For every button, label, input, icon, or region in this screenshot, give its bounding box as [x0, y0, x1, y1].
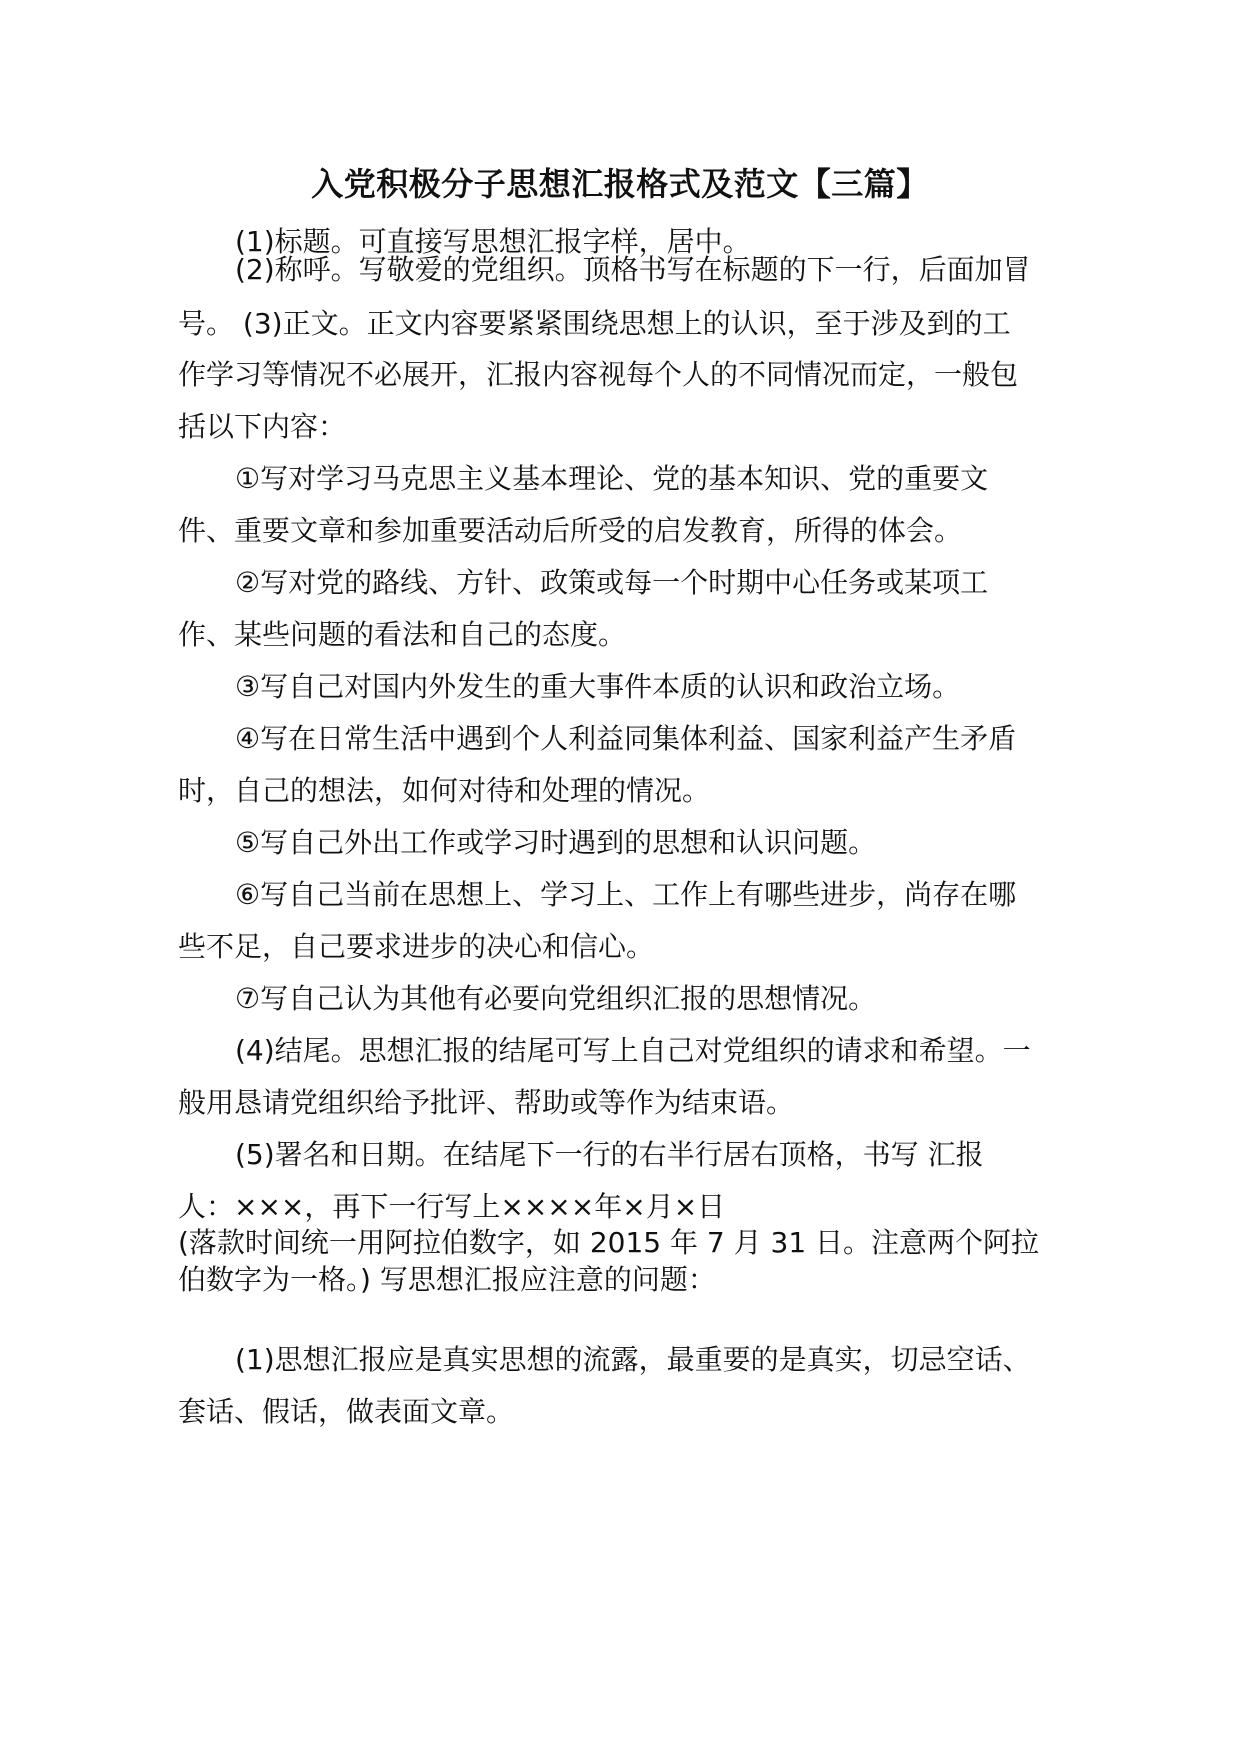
- paragraph-line: 套话、假话，做表面文章。: [178, 1395, 515, 1428]
- list-item-7: ⑦写自己认为其他有必要向党组织汇报的思想情况。: [235, 982, 877, 1015]
- list-item-5: ⑤写自己外出工作或学习时遇到的思想和认识问题。: [235, 826, 877, 859]
- list-item-4: ④写在日常生活中遇到个人利益同集体利益、国家利益产生矛盾: [235, 722, 1017, 755]
- paragraph-line: 般用恳请党组织给予批评、帮助或等作为结束语。: [178, 1086, 795, 1119]
- paragraph-line: 时，自己的想法，如何对待和处理的情况。: [178, 774, 711, 807]
- paragraph-line-salutation: (2)称呼。写敬爱的党组织。顶格书写在标题的下一行，后面加冒: [235, 253, 1031, 286]
- paragraph-line-notes-1: (1)思想汇报应是真实思想的流露，最重要的是真实，切忌空话、: [235, 1343, 1031, 1376]
- paragraph-line-title-format: (1)标题。可直接写思想汇报字样，居中。: [235, 225, 751, 258]
- document-title: 入党积极分子思想汇报格式及范文【三篇】: [311, 165, 929, 203]
- paragraph-line: 伯数字为一格。) 写思想汇报应注意的问题：: [178, 1263, 716, 1296]
- paragraph-line-date-note: (落款时间统一用阿拉伯数字，如 2015 年 7 月 31 日。注意两个阿拉: [178, 1226, 1040, 1259]
- list-item-3: ③写自己对国内外发生的重大事件本质的认识和政治立场。: [235, 670, 961, 703]
- paragraph-line: 人：×××，再下一行写上××××年×月×日: [178, 1190, 726, 1223]
- paragraph-line: 件、重要文章和参加重要活动后所受的启发教育，所得的体会。: [178, 514, 963, 547]
- list-item-2: ②写对党的路线、方针、政策或每一个时期中心任务或某项工: [235, 566, 989, 599]
- paragraph-line-signature: (5)署名和日期。在结尾下一行的右半行居右顶格，书写 汇报: [235, 1138, 984, 1171]
- paragraph-line-ending: (4)结尾。思想汇报的结尾可写上自己对党组织的请求和希望。一: [235, 1034, 1031, 1067]
- list-item-6: ⑥写自己当前在思想上、学习上、工作上有哪些进步，尚存在哪: [235, 878, 1017, 911]
- paragraph-line: 些不足，自己要求进步的决心和信心。: [178, 930, 655, 963]
- paragraph-line-body-intro: 号。 (3)正文。正文内容要紧紧围绕思想上的认识，至于涉及到的工: [178, 307, 1011, 340]
- paragraph-line: 作、某些问题的看法和自己的态度。: [178, 618, 627, 651]
- paragraph-line: 作学习等情况不必展开，汇报内容视每个人的不同情况而定，一般包: [178, 358, 1019, 391]
- paragraph-line: 括以下内容：: [178, 410, 347, 443]
- list-item-1: ①写对学习马克思主义基本理论、党的基本知识、党的重要文: [235, 462, 989, 495]
